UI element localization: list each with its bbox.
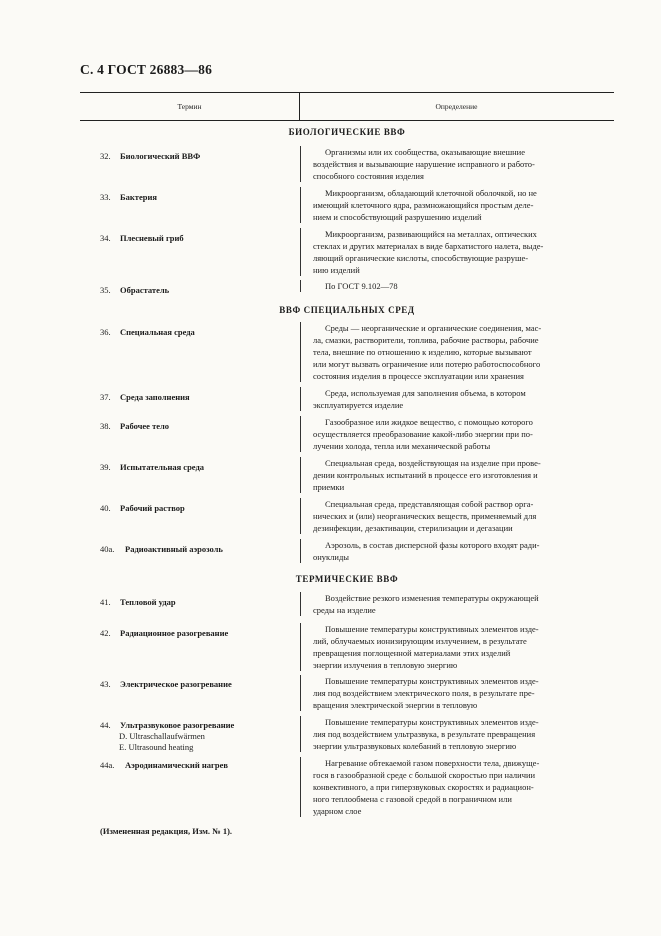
definition-entry: [300, 592, 612, 616]
definition-line: тела, внешние по отношению к изделию, которые вызывают: [313, 347, 532, 357]
term-name: Обрастатель: [120, 285, 170, 295]
definition-line: Микроорганизм, обладающий клеточной оболочкой, но не: [325, 188, 537, 198]
term-name: Радиационное разогревание: [120, 628, 229, 638]
definition-line: воздействия и вызывающие нарушение исправного и работо-: [313, 159, 535, 169]
definition-line: Среды — неорганические и органические соединения, мас-: [325, 323, 542, 333]
definition-entry: [300, 416, 612, 452]
definition-entry: [300, 623, 612, 671]
definition-line: гося в газообразной среде с большой скоростью при наличии: [313, 770, 536, 780]
term-entry: [100, 150, 295, 162]
column-header-term: Термин: [177, 102, 202, 111]
top-rule: [80, 92, 614, 93]
term-entry: [100, 502, 295, 514]
definition-line: Повышение температуры конструктивных элементов изде-: [325, 676, 539, 686]
term-entry: [100, 627, 295, 639]
term-number: 36.: [100, 327, 111, 337]
definition-line: нических и (или) неорганических веществ, применяемый для: [313, 511, 537, 521]
definition-line: ла, смазки, растворители, топлива, рабочие растворы, рабочие: [313, 335, 539, 345]
definition-line: Микроорганизм, развивающийся на металлах, оптических: [325, 229, 537, 239]
term-number: 34.: [100, 233, 111, 243]
definition-entry: [300, 322, 612, 382]
term-number: 43.: [100, 679, 111, 689]
term-number: 41.: [100, 597, 111, 607]
term-name: Аэродинамический нагрев: [125, 760, 228, 770]
definition-line: нием и способствующий разрушению изделий: [313, 212, 482, 222]
definition-line: ударном слое: [313, 806, 362, 816]
definition-line: эксплуатируется изделие: [313, 400, 404, 410]
definition-line: Организмы или их сообщества, оказывающие внешние: [325, 147, 525, 157]
term-entry: [100, 420, 295, 432]
definition-line: ного теплообмена с газовой средой в пограничном или: [313, 794, 512, 804]
term-name: Биологический ВВФ: [120, 151, 201, 161]
amendment-note: (Измененная редакция, Изм. № 1).: [100, 826, 233, 836]
definition-line: ляющий органические кислоты, способствующие разруше-: [313, 253, 529, 263]
definition-line: Среда, используемая для заполнения объема, в котором: [325, 388, 526, 398]
term-entry: [100, 391, 295, 403]
term-number: 44а.: [100, 760, 115, 770]
definition-entry: [300, 498, 612, 534]
definition-line: онуклиды: [313, 552, 350, 562]
term-number: 37.: [100, 392, 111, 402]
definition-line: лия под воздействием ультразвука, в результате превращения: [313, 729, 536, 739]
term-name: Плесневый гриб: [120, 233, 184, 243]
term-name: Электрическое разогревание: [120, 679, 232, 689]
term-number: 44.: [100, 720, 111, 730]
term-entry: [100, 596, 295, 608]
term-number: 35.: [100, 285, 111, 295]
definition-entry: [300, 228, 612, 276]
definition-line: нию изделий: [313, 265, 360, 275]
term-number: 42.: [100, 628, 111, 638]
term-number: 38.: [100, 421, 111, 431]
definition-line: имеющий клеточного ядра, размножающийся простым деле-: [313, 200, 534, 210]
definition-entry: [300, 675, 612, 711]
definition-line: или могут вызвать ограничение или потерю работоспособного: [313, 359, 541, 369]
term-name: Среда заполнения: [120, 392, 190, 402]
column-header-definition: Определение: [435, 102, 478, 111]
term-name: Тепловой удар: [120, 597, 176, 607]
term-entry: [100, 461, 295, 473]
term-entry: [100, 191, 295, 203]
definition-line: вращения электрической энергии в тепловую: [313, 700, 478, 710]
equivalent-de: D. Ultraschallaufwärmen: [119, 731, 205, 741]
term-entry: [100, 719, 295, 731]
term-number: 32.: [100, 151, 111, 161]
definition-line: превращения поглощенной материалами этих изделий: [313, 648, 511, 658]
definition-line: Нагревание обтекаемой газом поверхности тела, движуще-: [325, 758, 540, 768]
term-name: Рабочий раствор: [120, 503, 185, 513]
definition-line: Специальная среда, представляющая собой раствор орга-: [325, 499, 534, 509]
definition-entry: [300, 146, 612, 182]
definition-line: конвективного, а при гиперзвуковых скоростях и радиацион-: [313, 782, 534, 792]
definition-line: Аэрозоль, в состав дисперсной фазы которого входят ради-: [325, 540, 540, 550]
definition-entry: [300, 280, 612, 292]
definition-line: Специальная среда, воздействующая на изделие при прове-: [325, 458, 541, 468]
definition-entry: [300, 716, 612, 752]
definition-entry: [300, 757, 612, 817]
definition-line: состояния изделия в процессе эксплуатации или хранения: [313, 371, 524, 381]
definition-line: энергии ультразвуковых колебаний в тепловую энергию: [313, 741, 517, 751]
term-entry: [100, 678, 295, 690]
term-name: Рабочее тело: [120, 421, 170, 431]
definition-entry: [300, 539, 612, 563]
definition-line: приемки: [313, 482, 345, 492]
definition-entry: [300, 387, 612, 411]
definition-line: лий, облучаемых ионизирующим излучением, в результате: [313, 636, 527, 646]
definition-line: осуществляется преобразование какой-либо энергии при по-: [313, 429, 533, 439]
definition-line: По ГОСТ 9.102—78: [325, 281, 398, 291]
definition-line: Воздействие резкого изменения температуры окружающей: [325, 593, 539, 603]
definition-line: стеклах и других материалах в виде бархатистого налета, выде-: [313, 241, 544, 251]
section-title-special-media: ВВФ СПЕЦИАЛЬНЫХ СРЕД: [279, 305, 415, 315]
term-number: 40а.: [100, 544, 115, 554]
term-entry: [100, 326, 295, 338]
definition-line: способного состояния изделия: [313, 171, 424, 181]
term-name: Ультразвуковое разогревание: [120, 720, 235, 730]
definition-line: Повышение температуры конструктивных элементов изде-: [325, 717, 539, 727]
definition-line: лучении холода, тепла или механической работы: [313, 441, 491, 451]
definition-line: лия под воздействием электрического поля, в результате пре-: [313, 688, 535, 698]
definition-entry: [300, 187, 612, 223]
definition-entry: [300, 457, 612, 493]
definition-line: Газообразное или жидкое вещество, с помощью которого: [325, 417, 533, 427]
equivalent-en: E. Ultrasound heating: [119, 742, 194, 752]
definition-line: Повышение температуры конструктивных элементов изде-: [325, 624, 539, 634]
section-title-biological: БИОЛОГИЧЕСКИЕ ВВФ: [288, 127, 406, 137]
term-number: 39.: [100, 462, 111, 472]
term-entry: [100, 284, 295, 296]
header-rule: [80, 120, 614, 121]
term-number: 40.: [100, 503, 111, 513]
definition-line: дении контрольных испытаний в процессе его изготовления и: [313, 470, 538, 480]
term-name: Радиоактивный аэрозоль: [125, 544, 223, 554]
term-entry: [100, 543, 295, 555]
definition-line: дезинфекции, дезактивации, стерилизации и дегазации: [313, 523, 513, 533]
term-entry: [100, 759, 295, 771]
definition-line: энергии излучения в тепловую энергию: [313, 660, 458, 670]
term-name: Специальная среда: [120, 327, 195, 337]
term-number: 33.: [100, 192, 111, 202]
page-header: С. 4 ГОСТ 26883—86: [80, 62, 213, 77]
term-name: Бактерия: [120, 192, 157, 202]
definition-line: среды на изделие: [313, 605, 376, 615]
section-title-thermal: ТЕРМИЧЕСКИЕ ВВФ: [295, 574, 399, 584]
term-entry: [100, 232, 295, 244]
term-name: Испытательная среда: [120, 462, 205, 472]
